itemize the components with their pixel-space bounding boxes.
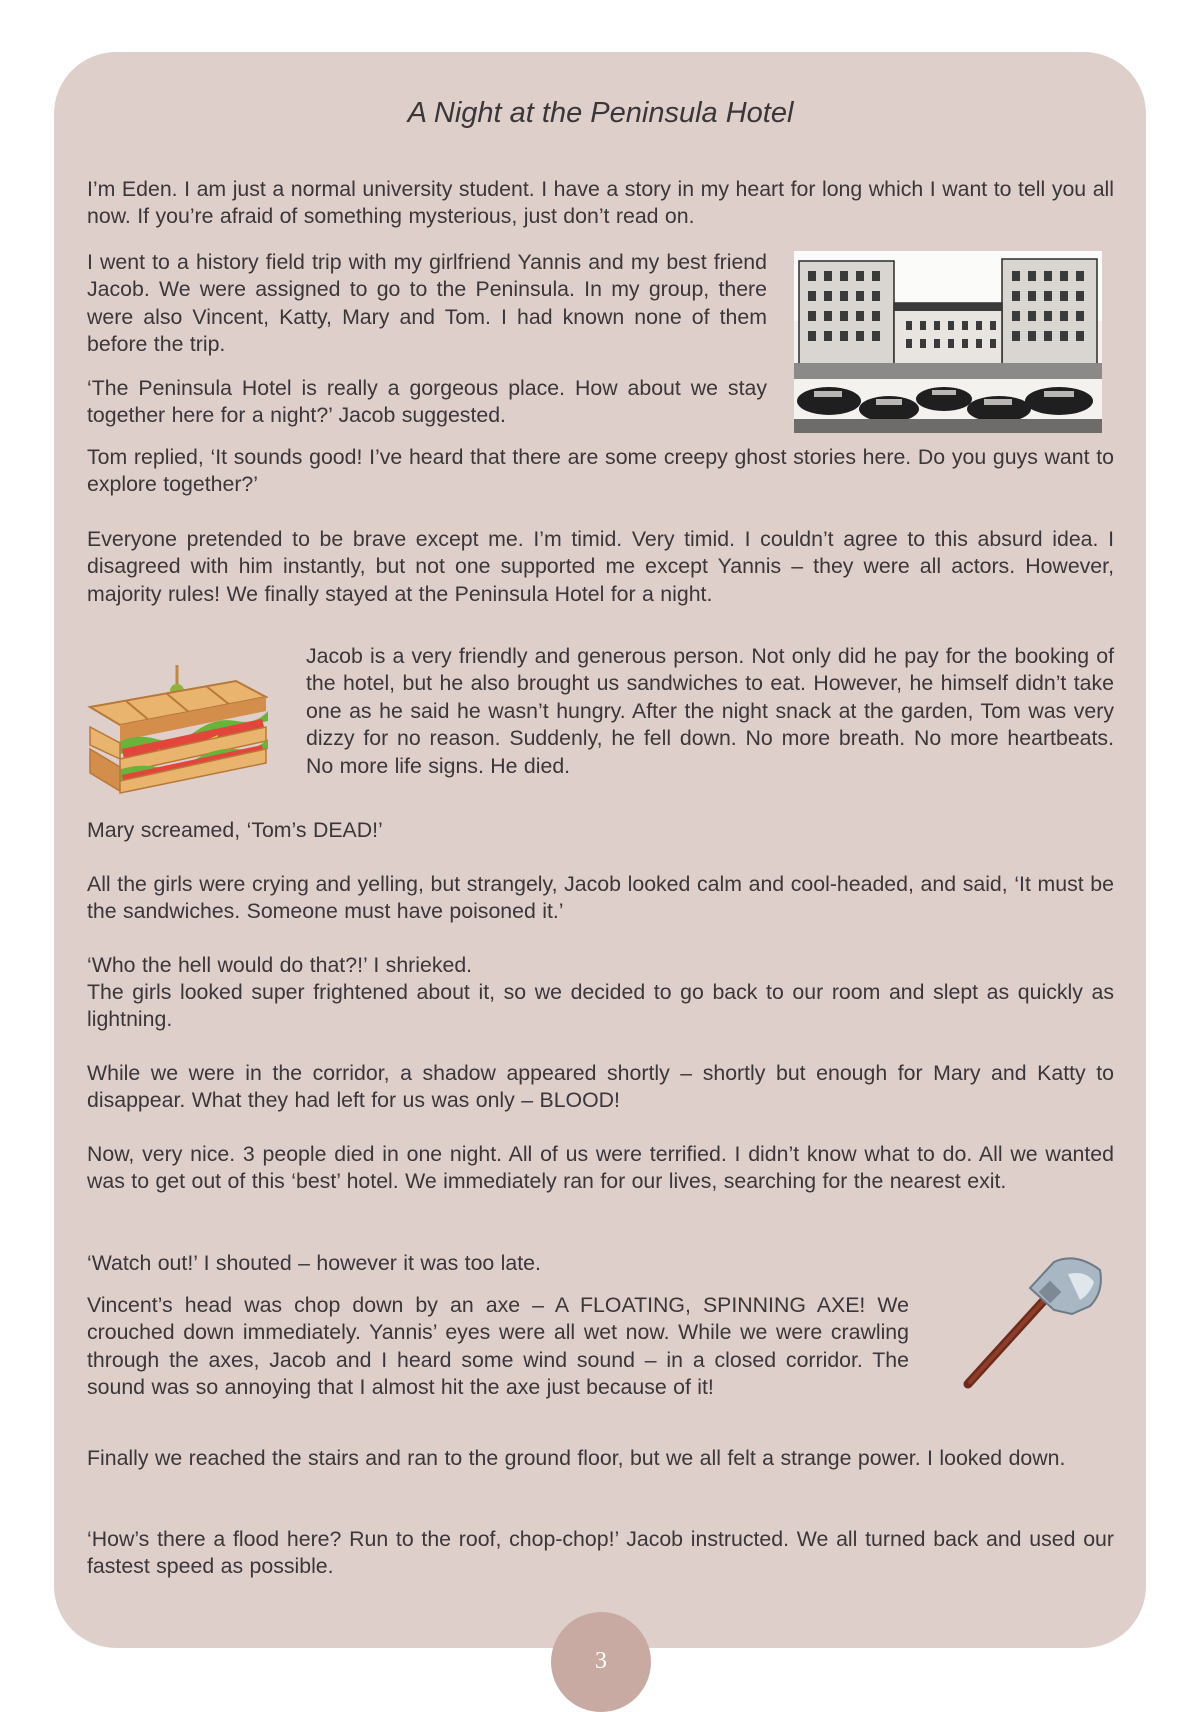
paragraph-girls-crying: All the girls were crying and yelling, but strangely, Jacob looked calm and cool-headed, and said, ‘It must be the sandwiches. Someone must have poisoned it.’ [87,872,1114,924]
paragraph-floating-axe: Vincent’s head was chop down by an axe – A FLOATING, SPINNING AXE! We crouched down immediately. Yannis’ eyes were all wet now. While we were crawling through the axes, Jacob and I heard some wind sound – in a closed corridor. The sound was so annoying that I almost hit the axe just because of it! [87,1293,909,1400]
page-number: 3 [595,1648,607,1674]
story-title: A Night at the Peninsula Hotel [407,97,794,129]
paragraph-jacob-suggestion: ‘The Peninsula Hotel is really a gorgeous place. How about we stay together here for a night?’ Jacob suggested. [87,376,767,428]
paragraph-mary-screamed: Mary screamed, ‘Tom’s DEAD!’ [87,818,383,842]
paragraph-three-died: Now, very nice. 3 people died in one night. All of us were terrified. I didn’t know what to do. All we wanted was to get out of this ‘best’ hotel. We immediately ran for our lives, searching for the nearest exit. [87,1142,1114,1194]
paragraph-intro: I’m Eden. I am just a normal university student. I have a story in my heart for long which I want to tell you all now. If you’re afraid of something mysterious, just don’t read on. [87,177,1114,229]
paragraph-everyone-brave: Everyone pretended to be brave except me. I’m timid. Very timid. I couldn’t agree to this absurd idea. I disagreed with him instantly, but not one supported me except Yannis – they were all actors. However, majority rules! We finally stayed at the Peninsula Hotel for a night. [87,527,1114,606]
paragraph-watch-out: ‘Watch out!’ I shouted – however it was too late. [87,1251,541,1275]
axe-illustration [950,1248,1110,1398]
sandwich-illustration [86,663,268,795]
paragraph-stairs: Finally we reached the stairs and ran to the ground floor, but we all felt a strange power. I looked down. [87,1446,1066,1470]
paragraph-field-trip: I went to a history field trip with my girlfriend Yannis and my best friend Jacob. We were assigned to go to the Peninsula. In my group, there were also Vincent, Katty, Mary and Tom. I had known none of them before the trip. [87,250,767,357]
paragraph-jacob-sandwiches: Jacob is a very friendly and generous person. Not only did he pay for the booking of the hotel, but he also brought us sandwiches to eat. However, he himself didn’t take one as he said he wasn’t hungry. After the night snack at the garden, Tom was very dizzy for no reason. Suddenly, he fell down. No more breath. No more heartbeats. No more life signs. He died. [306,644,1114,778]
paragraph-corridor-shadow: While we were in the corridor, a shadow appeared shortly – shortly but enough for Mary and Katty to disappear. What they had left for us was only – BLOOD! [87,1061,1114,1113]
hotel-photo [794,251,1102,433]
paragraph-girls-frightened: The girls looked super frightened about it, so we decided to go back to our room and slept as quickly as lightning. [87,980,1114,1032]
paragraph-flood: ‘How’s there a flood here? Run to the roof, chop-chop!’ Jacob instructed. We all turned back and used our fastest speed as possible. [87,1527,1114,1579]
paragraph-tom-reply: Tom replied, ‘It sounds good! I’ve heard that there are some creepy ghost stories here. Do you guys want to explore together?’ [87,445,1114,497]
paragraph-shrieked: ‘Who the hell would do that?!’ I shrieked. [87,953,473,977]
